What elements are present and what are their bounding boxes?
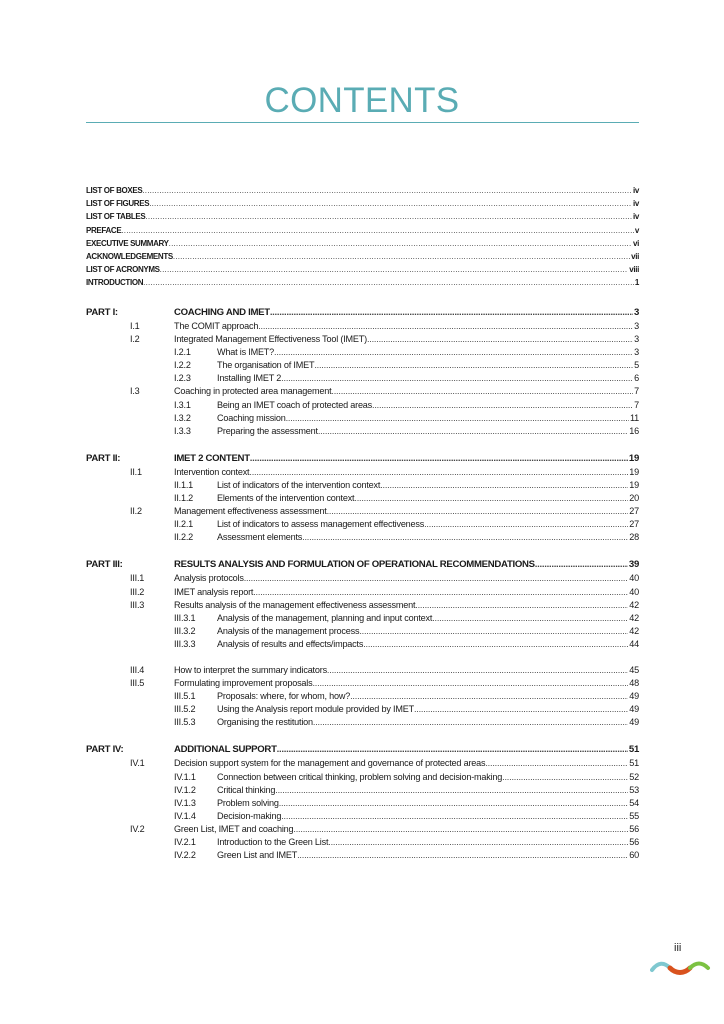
- toc-section-entry[interactable]: [86, 573, 639, 586]
- entry-page: iv: [633, 212, 639, 222]
- entry-number: I.2.1: [174, 347, 191, 358]
- entry-title: Decision support system for the management and governance of protected areas: [174, 758, 486, 769]
- entry-number: III.3.2: [174, 625, 196, 636]
- toc-section-entry[interactable]: [86, 506, 639, 519]
- leader-dots: [281, 811, 628, 821]
- toc-part-heading[interactable]: [86, 744, 639, 758]
- logo-wave-icon: [650, 958, 712, 980]
- leader-dots: [281, 373, 633, 383]
- entry-page: 44: [629, 638, 639, 649]
- leader-dots: [367, 334, 633, 344]
- leader-dots: [415, 600, 628, 610]
- entry-title: Integrated Management Effectiveness Tool (IMET): [174, 334, 367, 345]
- entry-number: III.5.2: [174, 704, 196, 715]
- toc-subsection-entry[interactable]: [86, 717, 639, 730]
- entry-page: 6: [634, 373, 639, 384]
- toc-section-entry[interactable]: [86, 386, 639, 399]
- leader-dots: [313, 717, 628, 727]
- part-number: PART IV:: [86, 744, 124, 756]
- entry-title: List of indicators of the intervention context: [217, 479, 381, 490]
- leader-dots: [327, 506, 629, 516]
- entry-page: 60: [629, 850, 639, 861]
- entry-title: Critical thinking: [217, 784, 276, 795]
- toc-part-section: [86, 744, 639, 863]
- entry-page: 3: [634, 334, 639, 345]
- toc-part-section: [86, 453, 639, 546]
- toc-section-entry[interactable]: [86, 587, 639, 600]
- entry-title: LIST OF TABLES: [86, 212, 146, 222]
- leader-dots: [414, 704, 628, 714]
- entry-page: v: [634, 225, 639, 235]
- entry-title: Green List, IMET and coaching: [174, 823, 294, 834]
- leader-dots: [279, 798, 629, 808]
- entry-number: I.1: [130, 321, 140, 331]
- entry-title: LIST OF FIGURES: [86, 199, 150, 209]
- entry-title: Proposals: where, for whom, how?: [217, 691, 351, 702]
- entry-page: 42: [629, 612, 639, 623]
- entry-number: III.5.3: [174, 717, 196, 728]
- toc-section-entry[interactable]: [86, 758, 639, 771]
- entry-title: Decision-making: [217, 810, 282, 821]
- toc-subsection-entry[interactable]: [86, 413, 639, 426]
- leader-dots: [350, 691, 628, 701]
- leader-dots: [314, 360, 633, 370]
- leader-dots: [244, 573, 629, 583]
- entry-number: III.4: [130, 664, 145, 675]
- part-number: PART III:: [86, 559, 123, 571]
- toc-subsection-entry[interactable]: [86, 691, 639, 704]
- entry-page: 27: [629, 519, 639, 530]
- entry-title: Analysis of the management, planning and input context: [217, 612, 433, 623]
- table-of-contents: [86, 307, 639, 877]
- entry-number: I.3: [130, 386, 140, 397]
- entry-title: ACKNOWLEDGEMENTS: [86, 251, 173, 261]
- leader-dots: [160, 265, 629, 274]
- leader-dots: [274, 347, 633, 357]
- entry-number: I.3.1: [174, 399, 191, 410]
- entry-title: Coaching in protected area management: [174, 386, 332, 397]
- entry-number: I.2.3: [174, 373, 191, 384]
- entry-number: III.3: [130, 599, 145, 610]
- toc-front-entry[interactable]: [86, 186, 639, 199]
- entry-number: III.3.1: [174, 612, 196, 623]
- entry-title: Organising the restitution: [217, 717, 313, 728]
- toc-section-entry[interactable]: [86, 665, 639, 678]
- entry-page: 52: [629, 771, 639, 782]
- entry-title: Analysis protocols: [174, 573, 244, 584]
- toc-subsection-entry[interactable]: [86, 532, 639, 545]
- part-page: 51: [628, 744, 639, 756]
- leader-dots: [249, 467, 628, 477]
- entry-page: 51: [629, 758, 639, 769]
- entry-page: 28: [629, 532, 639, 543]
- entry-title: Green List and IMET: [217, 850, 298, 861]
- part-title: RESULTS ANALYSIS AND FORMULATION OF OPERATIONAL RECOMMENDATIONS: [174, 559, 535, 571]
- entry-number: II.1.2: [174, 493, 194, 504]
- leader-dots: [380, 480, 628, 490]
- entry-page: 40: [629, 586, 639, 597]
- entry-title: The COMIT approach: [174, 321, 259, 331]
- leader-dots: [121, 226, 634, 235]
- toc-subsection-entry[interactable]: [86, 373, 639, 386]
- entry-page: 3: [634, 321, 639, 331]
- leader-dots: [535, 559, 628, 570]
- entry-title: Analysis of results and effects/impacts: [217, 638, 364, 649]
- entry-page: 40: [629, 573, 639, 584]
- leader-dots: [250, 453, 628, 464]
- entry-title: LIST OF BOXES: [86, 186, 143, 195]
- entry-title: What is IMET?: [217, 347, 275, 358]
- toc-subsection-entry[interactable]: [86, 850, 639, 863]
- toc-front-entry[interactable]: [86, 226, 639, 239]
- entry-title: The organisation of IMET: [217, 360, 315, 371]
- entry-number: III.3.3: [174, 638, 196, 649]
- part-title: ADDITIONAL SUPPORT: [174, 744, 277, 756]
- entry-page: 53: [629, 784, 639, 795]
- toc-front-entry[interactable]: [86, 239, 639, 252]
- toc-section-entry[interactable]: [86, 467, 639, 480]
- entry-page: 7: [634, 386, 639, 397]
- entry-title: Results analysis of the management effectiveness assessment: [174, 599, 416, 610]
- entry-number: IV.1.3: [174, 797, 196, 808]
- leader-dots: [327, 665, 628, 675]
- toc-subsection-entry[interactable]: [86, 400, 639, 413]
- toc-subsection-entry[interactable]: [86, 347, 639, 360]
- title-rule: [86, 122, 639, 123]
- leader-dots: [372, 400, 633, 410]
- leader-dots: [145, 212, 632, 221]
- entry-title: How to interpret the summary indicators: [174, 664, 327, 675]
- entry-page: 3: [634, 347, 639, 358]
- entry-page: 42: [629, 625, 639, 636]
- part-number: PART I:: [86, 307, 118, 318]
- toc-subsection-entry[interactable]: [86, 785, 639, 798]
- toc-section-entry[interactable]: [86, 334, 639, 347]
- entry-title: INTRODUCTION: [86, 278, 144, 288]
- leader-dots: [328, 837, 628, 847]
- toc-subsection-entry[interactable]: [86, 772, 639, 785]
- entry-title: Problem solving: [217, 797, 279, 808]
- toc-front-entry[interactable]: [86, 265, 639, 278]
- entry-title: Formulating improvement proposals: [174, 678, 313, 689]
- entry-number: I.3.3: [174, 425, 191, 436]
- entry-number: IV.1: [130, 758, 145, 769]
- leader-dots: [275, 785, 628, 795]
- entry-number: III.5: [130, 678, 145, 689]
- entry-page: 56: [629, 837, 639, 847]
- entry-title: Being an IMET coach of protected areas: [217, 399, 373, 410]
- toc-subsection-entry[interactable]: [86, 704, 639, 717]
- entry-page: viii: [629, 265, 639, 275]
- entry-title: Installing IMET 2: [217, 373, 282, 384]
- toc-subsection-entry[interactable]: [86, 360, 639, 373]
- leader-dots: [312, 678, 628, 688]
- entry-page: iv: [633, 186, 639, 195]
- leader-dots: [293, 824, 628, 834]
- entry-page: 16: [629, 425, 639, 436]
- entry-title: Introduction to the Green List: [217, 837, 329, 847]
- toc-subsection-entry[interactable]: [86, 519, 639, 532]
- leader-dots: [253, 587, 628, 597]
- entry-page: 20: [629, 493, 639, 504]
- entry-number: IV.2.2: [174, 850, 196, 861]
- entry-title: PREFACE: [86, 225, 122, 235]
- entry-number: II.1.1: [174, 479, 194, 490]
- entry-page: 54: [629, 797, 639, 808]
- entry-page: 45: [629, 664, 639, 675]
- part-page: 19: [628, 452, 639, 464]
- entry-page: 7: [634, 399, 639, 410]
- toc-front-entry[interactable]: [86, 212, 639, 225]
- entry-page: 55: [629, 810, 639, 821]
- entry-page: 1: [634, 278, 639, 288]
- entry-title: Preparing the assessment: [217, 425, 318, 436]
- toc-subsection-entry[interactable]: [86, 626, 639, 639]
- toc-front-entry[interactable]: [86, 278, 639, 291]
- entry-number: II.2.2: [174, 532, 194, 543]
- entry-page: 49: [629, 717, 639, 728]
- leader-dots: [297, 850, 628, 860]
- leader-dots: [142, 186, 632, 195]
- entry-page: 19: [629, 466, 639, 477]
- leader-dots: [502, 772, 628, 782]
- toc-section-entry[interactable]: [86, 321, 639, 334]
- leader-dots: [359, 626, 628, 636]
- part-number: PART II:: [86, 452, 121, 464]
- entry-number: III.2: [130, 586, 145, 597]
- entry-number: III.1: [130, 573, 145, 584]
- leader-dots: [302, 532, 628, 542]
- toc-subsection-entry[interactable]: [86, 613, 639, 626]
- toc-section-entry[interactable]: [86, 678, 639, 691]
- entry-page: 42: [629, 599, 639, 610]
- entry-number: II.1: [130, 466, 142, 477]
- entry-title: List of indicators to assess management effectiveness: [217, 519, 425, 530]
- entry-number: III.5.1: [174, 691, 196, 702]
- entry-title: Connection between critical thinking, problem solving and decision-making: [217, 771, 503, 782]
- entry-number: IV.2.1: [174, 837, 196, 847]
- entry-number: IV.1.2: [174, 784, 196, 795]
- toc-section-entry[interactable]: [86, 824, 639, 837]
- leader-dots: [270, 307, 633, 318]
- toc-section-entry[interactable]: [86, 600, 639, 613]
- toc-part-heading[interactable]: [86, 453, 639, 467]
- part-page: 39: [628, 559, 639, 571]
- toc-subsection-entry[interactable]: [86, 493, 639, 506]
- entry-title: Elements of the intervention context: [217, 493, 355, 504]
- leader-dots: [286, 413, 629, 423]
- entry-number: II.2.1: [174, 519, 194, 530]
- entry-title: Assessment elements: [217, 532, 303, 543]
- leader-dots: [363, 639, 628, 649]
- entry-page: 27: [629, 506, 639, 517]
- entry-page: 5: [634, 360, 639, 371]
- entry-page: 48: [629, 678, 639, 689]
- entry-number: IV.2: [130, 823, 145, 834]
- leader-dots: [424, 519, 628, 529]
- leader-dots: [258, 321, 633, 331]
- entry-number: I.2: [130, 334, 140, 345]
- leader-dots: [173, 252, 630, 261]
- part-title: IMET 2 CONTENT: [174, 452, 250, 464]
- leader-dots: [485, 758, 628, 768]
- toc-part-section: [86, 559, 639, 730]
- spacer: [86, 652, 639, 665]
- entry-title: LIST OF ACRONYMS: [86, 265, 160, 275]
- toc-front-entry[interactable]: [86, 252, 639, 265]
- entry-number: IV.1.4: [174, 810, 196, 821]
- leader-dots: [277, 744, 628, 755]
- entry-number: I.3.2: [174, 412, 191, 423]
- entry-title: IMET analysis report: [174, 586, 254, 597]
- entry-number: I.2.2: [174, 360, 191, 371]
- entry-number: II.2: [130, 506, 142, 517]
- leader-dots: [149, 199, 632, 208]
- entry-title: Management effectiveness assessment: [174, 506, 327, 517]
- toc-front-entry[interactable]: [86, 199, 639, 212]
- entry-page: 11: [629, 412, 639, 423]
- part-page: 3: [633, 307, 639, 318]
- leader-dots: [143, 278, 634, 287]
- entry-page: 49: [629, 691, 639, 702]
- leader-dots: [432, 613, 628, 623]
- entry-title: Coaching mission: [217, 412, 286, 423]
- entry-page: iv: [633, 199, 639, 209]
- entry-page: 49: [629, 704, 639, 715]
- toc-subsection-entry[interactable]: [86, 798, 639, 811]
- entry-title: EXECUTIVE SUMMARY: [86, 238, 169, 248]
- leader-dots: [169, 239, 632, 248]
- toc-part-heading[interactable]: [86, 559, 639, 573]
- part-title: COACHING AND IMET: [174, 307, 270, 318]
- page-number: iii: [674, 942, 682, 954]
- entry-title: Using the Analysis report module provided by IMET: [217, 704, 414, 715]
- toc-part-section: [86, 307, 639, 439]
- page-title: CONTENTS: [264, 81, 460, 120]
- entry-title: Intervention context: [174, 466, 250, 477]
- toc-subsection-entry[interactable]: [86, 639, 639, 652]
- leader-dots: [318, 426, 628, 436]
- toc-part-heading[interactable]: [86, 307, 639, 321]
- entry-page: vii: [631, 251, 639, 261]
- toc-subsection-entry[interactable]: [86, 837, 639, 850]
- entry-number: IV.1.1: [174, 771, 196, 782]
- entry-page: 56: [629, 823, 639, 834]
- toc-subsection-entry[interactable]: [86, 480, 639, 493]
- toc-subsection-entry[interactable]: [86, 811, 639, 824]
- toc-subsection-entry[interactable]: [86, 426, 639, 439]
- entry-page: vi: [633, 238, 639, 248]
- leader-dots: [331, 386, 633, 396]
- entry-title: Analysis of the management process: [217, 625, 360, 636]
- leader-dots: [354, 493, 628, 503]
- front-matter-list: [86, 186, 639, 292]
- entry-page: 19: [629, 479, 639, 490]
